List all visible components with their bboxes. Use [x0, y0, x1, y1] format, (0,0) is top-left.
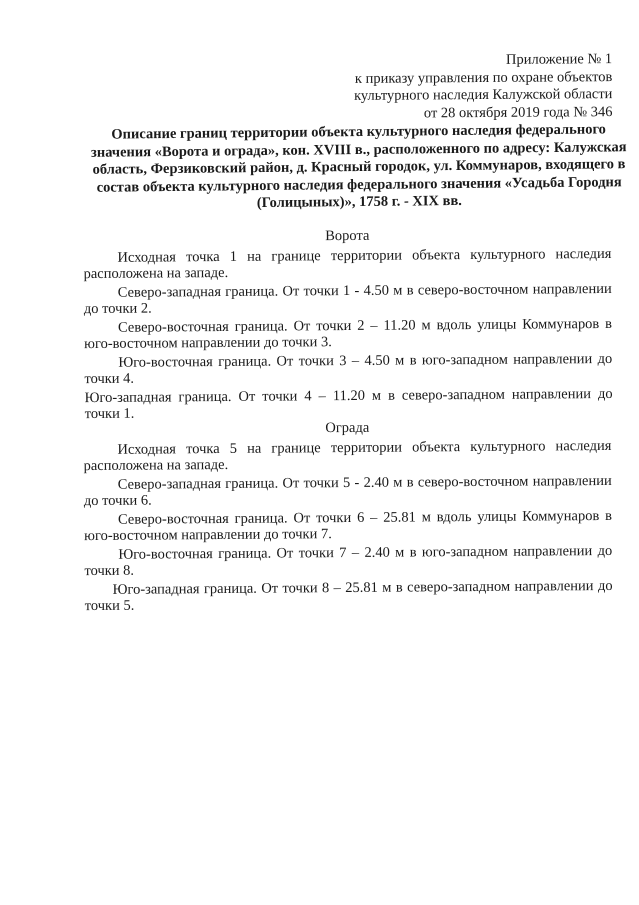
section-gates	[83, 226, 613, 425]
document-title: Описание границ территории объекта культурного наследия федерального значения «Ворота и ограда», кон. XVIII в., расположенного по адресу: Калужская область, Ферзиковский район, д. Красный городок, ул. Коммунаров, входящего в состав объекта культурного наследия федерального значения «Усадьба Городня (Голицыных)», 1758 г. - XIX вв.	[90, 121, 627, 212]
section-heading: Ограда	[325, 419, 370, 437]
paragraph: Северо-западная граница. От точки 5 - 2.40 м в северо-восточном направлении до точки 6.	[83, 472, 612, 510]
paragraph: Исходная точка 1 на границе территории объекта культурного наследия расположена на западе.	[83, 245, 612, 283]
paragraph: Юго-западная граница. От точки 8 – 25.81 м в северо-западном направлении до точки 5.	[84, 577, 613, 615]
paragraph: Северо-восточная граница. От точки 2 – 11.20 м вдоль улицы Коммунаров в юго-восточном направлении до точки 3.	[84, 315, 613, 353]
paragraph: Юго-западная граница. От точки 4 – 11.20 м в северо-западном направлении до точки 1.	[84, 385, 613, 423]
paragraph: Северо-западная граница. От точки 1 - 4.50 м в северо-восточном направлении до точки 2.	[83, 280, 612, 318]
paragraph: Юго-восточная граница. От точки 7 – 2.40 м в юго-западном направлении до точки 8.	[84, 542, 613, 580]
paragraph: Юго-восточная граница. От точки 3 – 4.50 м в юго-западном направлении до точки 4.	[84, 350, 613, 388]
appendix-date: от 28 октября 2019 года № 346	[423, 103, 613, 121]
section-fence	[83, 418, 613, 617]
section-heading: Ворота	[325, 227, 370, 245]
paragraph: Северо-восточная граница. От точки 6 – 25.81 м вдоль улицы Коммунаров в юго-восточном направлении до точки 7.	[84, 507, 613, 545]
appendix-order-ref: к приказу управления по охране объектов	[354, 68, 612, 87]
appendix-header	[353, 51, 612, 123]
appendix-authority: культурного наследия Калужской области	[353, 86, 613, 104]
paragraph: Исходная точка 5 на границе территории объекта культурного наследия расположена на западе.	[83, 437, 612, 475]
appendix-number: Приложение № 1	[505, 51, 612, 68]
